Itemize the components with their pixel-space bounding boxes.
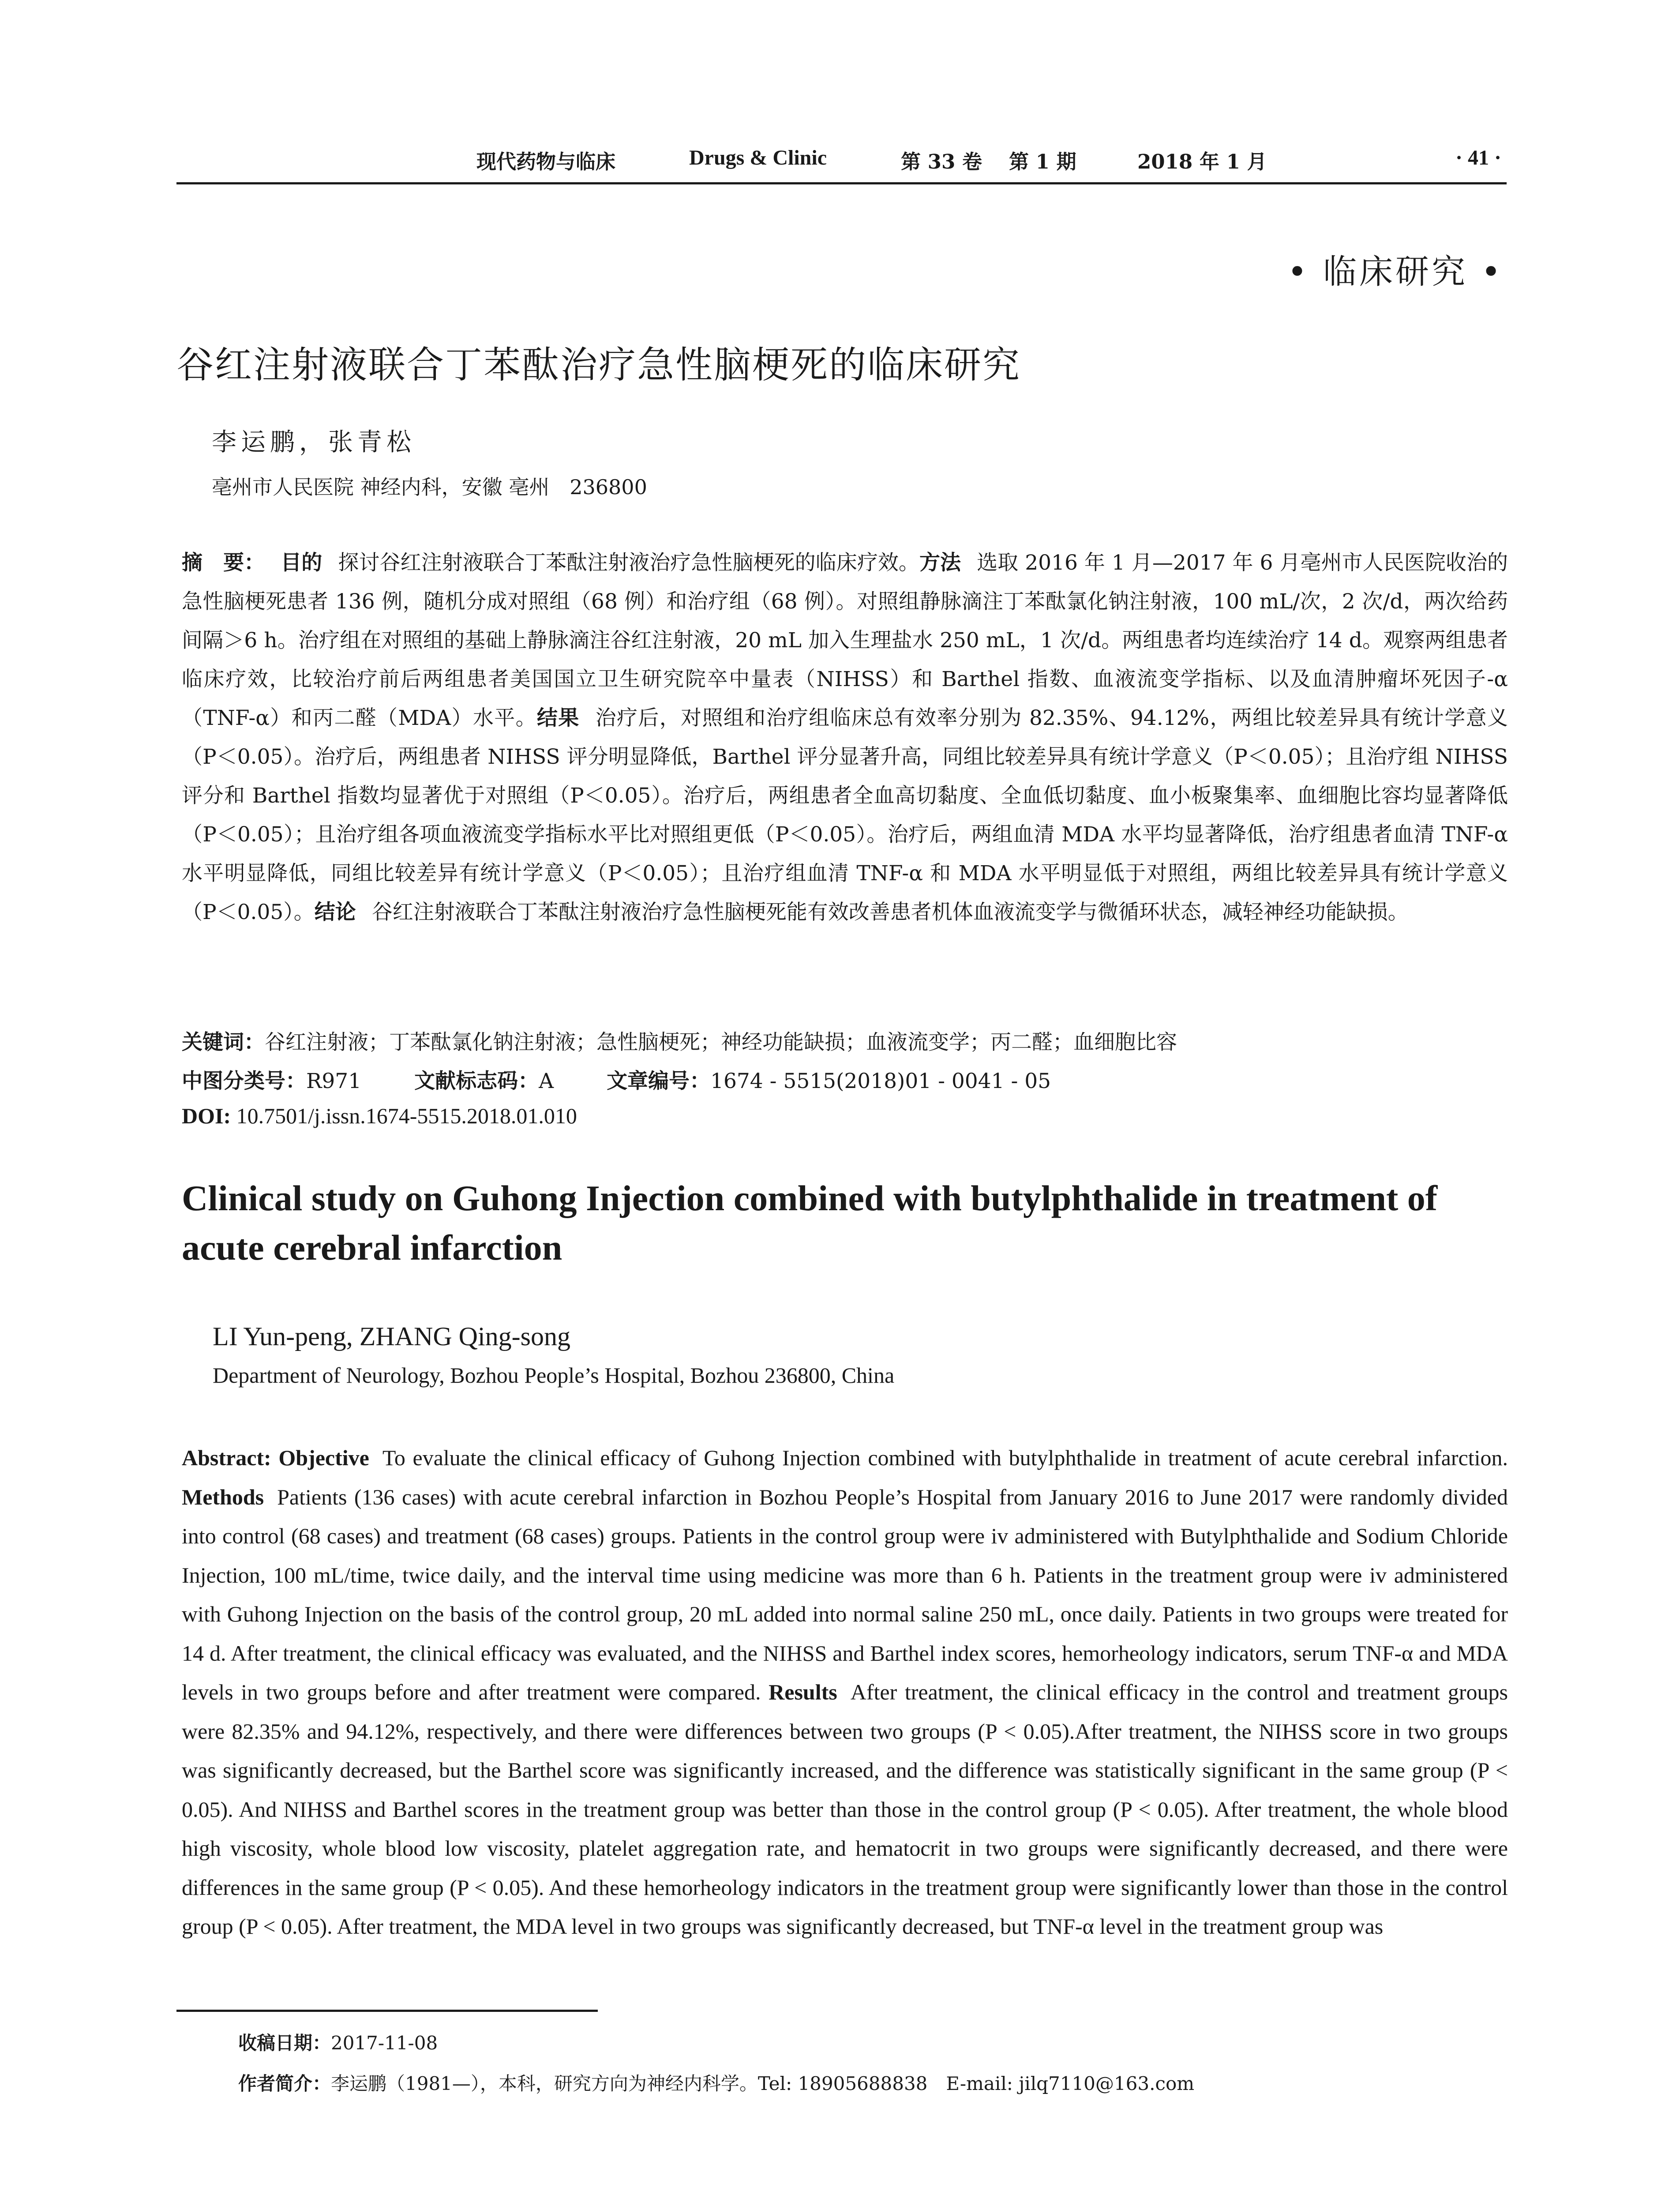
methods-text-en: Patients (136 cases) with acute cerebral infarction in Bozhou People’s Hospital from January 2016 to June 2017 were randomly divided into control (68 cases) and treatment (68 cases) groups. Patients in the control group were iv administered with Butylphthalide and Sodium Chloride Injection, 100 mL/time, twice daily, and the interval time using medicine was more than 6 h. Patients in the treatment group were iv administered with Guhong Injection on the basis of the control group, 20 mL added into normal saline 250 mL, once daily. Patients in two groups were treated for 14 d. After treatment, the clinical efficacy was evaluated, and the NIHSS and Barthel index scores, hemorheology indicators, serum TNF-α and MDA levels in two groups before and after treatment were compared. — [182, 1484, 1508, 1704]
received-date: 2017-11-08 — [331, 2032, 438, 2054]
journal-name-en: Drugs & Clinic — [689, 146, 827, 169]
doi-line — [182, 1103, 577, 1129]
article-title-cn: 谷红注射液联合丁苯酞治疗急性脑梗死的临床研究 — [176, 343, 1021, 386]
volume: 第 33 卷 — [901, 150, 982, 173]
results-label-cn: 结果 — [536, 706, 580, 730]
doc-code-label: 文献标志码： — [414, 1069, 539, 1093]
clc-label: 中图分类号： — [182, 1069, 306, 1093]
abstract-cn — [182, 544, 1508, 932]
article-title-en: Clinical study on Guhong Injection combined with butylphthalide in treatment of acute cerebral infarction — [182, 1178, 1438, 1268]
issue-date: 2018 年 1 月 — [1137, 150, 1267, 173]
running-header — [176, 140, 1507, 184]
footnote-divider — [176, 2010, 598, 2012]
doc-code-value: A — [539, 1069, 554, 1093]
clc-value: R971 — [306, 1069, 362, 1093]
classification-line — [182, 1065, 1051, 1094]
keywords-line — [182, 1026, 1177, 1055]
objective-text-cn: 探讨谷红注射液联合丁苯酞注射液治疗急性脑梗死的临床疗效。 — [338, 551, 919, 575]
objective-label-cn: 目的 — [281, 551, 322, 575]
conclusion-text-cn: 谷红注射液联合丁苯酞注射液治疗急性脑梗死能有效改善患者机体血液流变学与微循环状态，减轻神经功能缺损。 — [371, 900, 1409, 924]
received-label: 收稿日期： — [238, 2032, 331, 2054]
article-no-label: 文章编号： — [607, 1069, 711, 1093]
keywords-label: 关键词： — [182, 1030, 265, 1054]
affiliation-cn: 亳州市人民医院 神经内科，安徽 亳州 236800 — [212, 475, 647, 499]
objective-text-en: To evaluate the clinical efficacy of Guhong Injection combined with butylphthalide in treatment of acute cerebral infarction. — [382, 1445, 1508, 1470]
keywords-value: 谷红注射液；丁苯酞氯化钠注射液；急性脑梗死；神经功能缺损；血液流变学；丙二醛；血细胞比容 — [265, 1030, 1177, 1054]
results-label-en: Results — [769, 1680, 837, 1704]
author-bio-label: 作者简介： — [238, 2073, 331, 2094]
methods-text-cn: 选取 2016 年 1 月—2017 年 6 月亳州市人民医院收治的急性脑梗死患者 136 例，随机分成对照组（68 例）和治疗组（68 例）。对照组静脉滴注丁苯酞氯化钠注射液，100 mL/次，2 次/d，两次给药间隔＞6 h。治疗组在对照组的基础上静脉滴注谷红注射液，20 mL 加入生理盐水 250 mL，1 次/d。两组患者均连续治疗 14 d。观察两组患者临床疗效，比较治疗前后两组患者美国国立卫生研究院卒中量表（NIHSS）和 Barthel 指数、血液流变学指标、以及血清肿瘤坏死因子-α（TNF-α）和丙二醛（MDA）水平。 — [182, 551, 1508, 730]
results-text-en: After treatment, the clinical efficacy in the control and treatment groups were 82.35% and 94.12%, respectively, and there were differences between two groups (P < 0.05).After treatment, the NIHSS score in two groups was significantly decreased, but the Barthel score was significantly increased, and the difference was statistically significant in the same group (P < 0.05). And NIHSS and Barthel scores in the treatment group was better than those in the control group (P < 0.05). After treatment, the whole blood high viscosity, whole blood low viscosity, platelet aggregation rate, and hematocrit in two groups were significantly decreased, and there were differences in the same group (P < 0.05). And these hemorheology indicators in the treatment group were significantly lower than those in the control group (P < 0.05). After treatment, the MDA level in two groups was significantly decreased, but TNF-α level in the treatment group was — [182, 1680, 1508, 1939]
authors-en: LI Yun-peng, ZHANG Qing-song — [213, 1322, 570, 1351]
affiliation-en: Department of Neurology, Bozhou People’s Hospital, Bozhou 236800, China — [213, 1363, 895, 1388]
doi-link[interactable]: 10.7501/j.issn.1674-5515.2018.01.010 — [236, 1103, 577, 1128]
abstract-label-en: Abstract: Objective — [182, 1445, 369, 1470]
page-number: · 41 · — [1455, 146, 1501, 169]
issue: 第 1 期 — [1009, 150, 1076, 173]
abstract-label-cn: 摘 要： — [182, 551, 265, 575]
author-bio-text: 李运鹏（1981—），本科，研究方向为神经内科学。Tel: 18905688838 E-mail: jilq7110@163.com — [331, 2073, 1195, 2094]
authors-cn: 李运鹏，张青松 — [212, 428, 416, 457]
footnote-author-bio — [238, 2069, 1194, 2096]
methods-label-cn: 方法 — [919, 551, 961, 575]
abstract-en — [182, 1438, 1508, 1946]
section-label: • 临床研究 • — [1287, 252, 1504, 291]
methods-label-en: Methods — [182, 1484, 264, 1509]
journal-name-cn: 现代药物与临床 — [476, 150, 616, 173]
conclusion-label-cn: 结论 — [314, 900, 356, 924]
article-no-value: 1674 - 5515(2018)01 - 0041 - 05 — [710, 1069, 1051, 1093]
doi-label: DOI: — [182, 1103, 231, 1128]
footnote-received — [238, 2029, 438, 2055]
results-text-cn: 治疗后，对照组和治疗组临床总有效率分别为 82.35%、94.12%，两组比较差异具有统计学意义（P＜0.05）。治疗后，两组患者 NIHSS 评分明显降低，Barthel 评分显著升高，同组比较差异具有统计学意义（P＜0.05）；且治疗组 NIHSS 评分和 Barthel 指数均显著优于对照组（P＜0.05）。治疗后，两组患者全血高切黏度、全血低切黏度、血小板聚集率、血细胞比容均显著降低（P＜0.05）；且治疗组各项血液流变学指标水平比对照组更低（P＜0.05）。治疗后，两组血清 MDA 水平均显著降低，治疗组患者血清 TNF-α 水平明显降低，同组比较差异有统计学意义（P＜0.05）；且治疗组血清 TNF-α 和 MDA 水平明显低于对照组，两组比较差异具有统计学意义（P＜0.05）。 — [182, 706, 1508, 924]
